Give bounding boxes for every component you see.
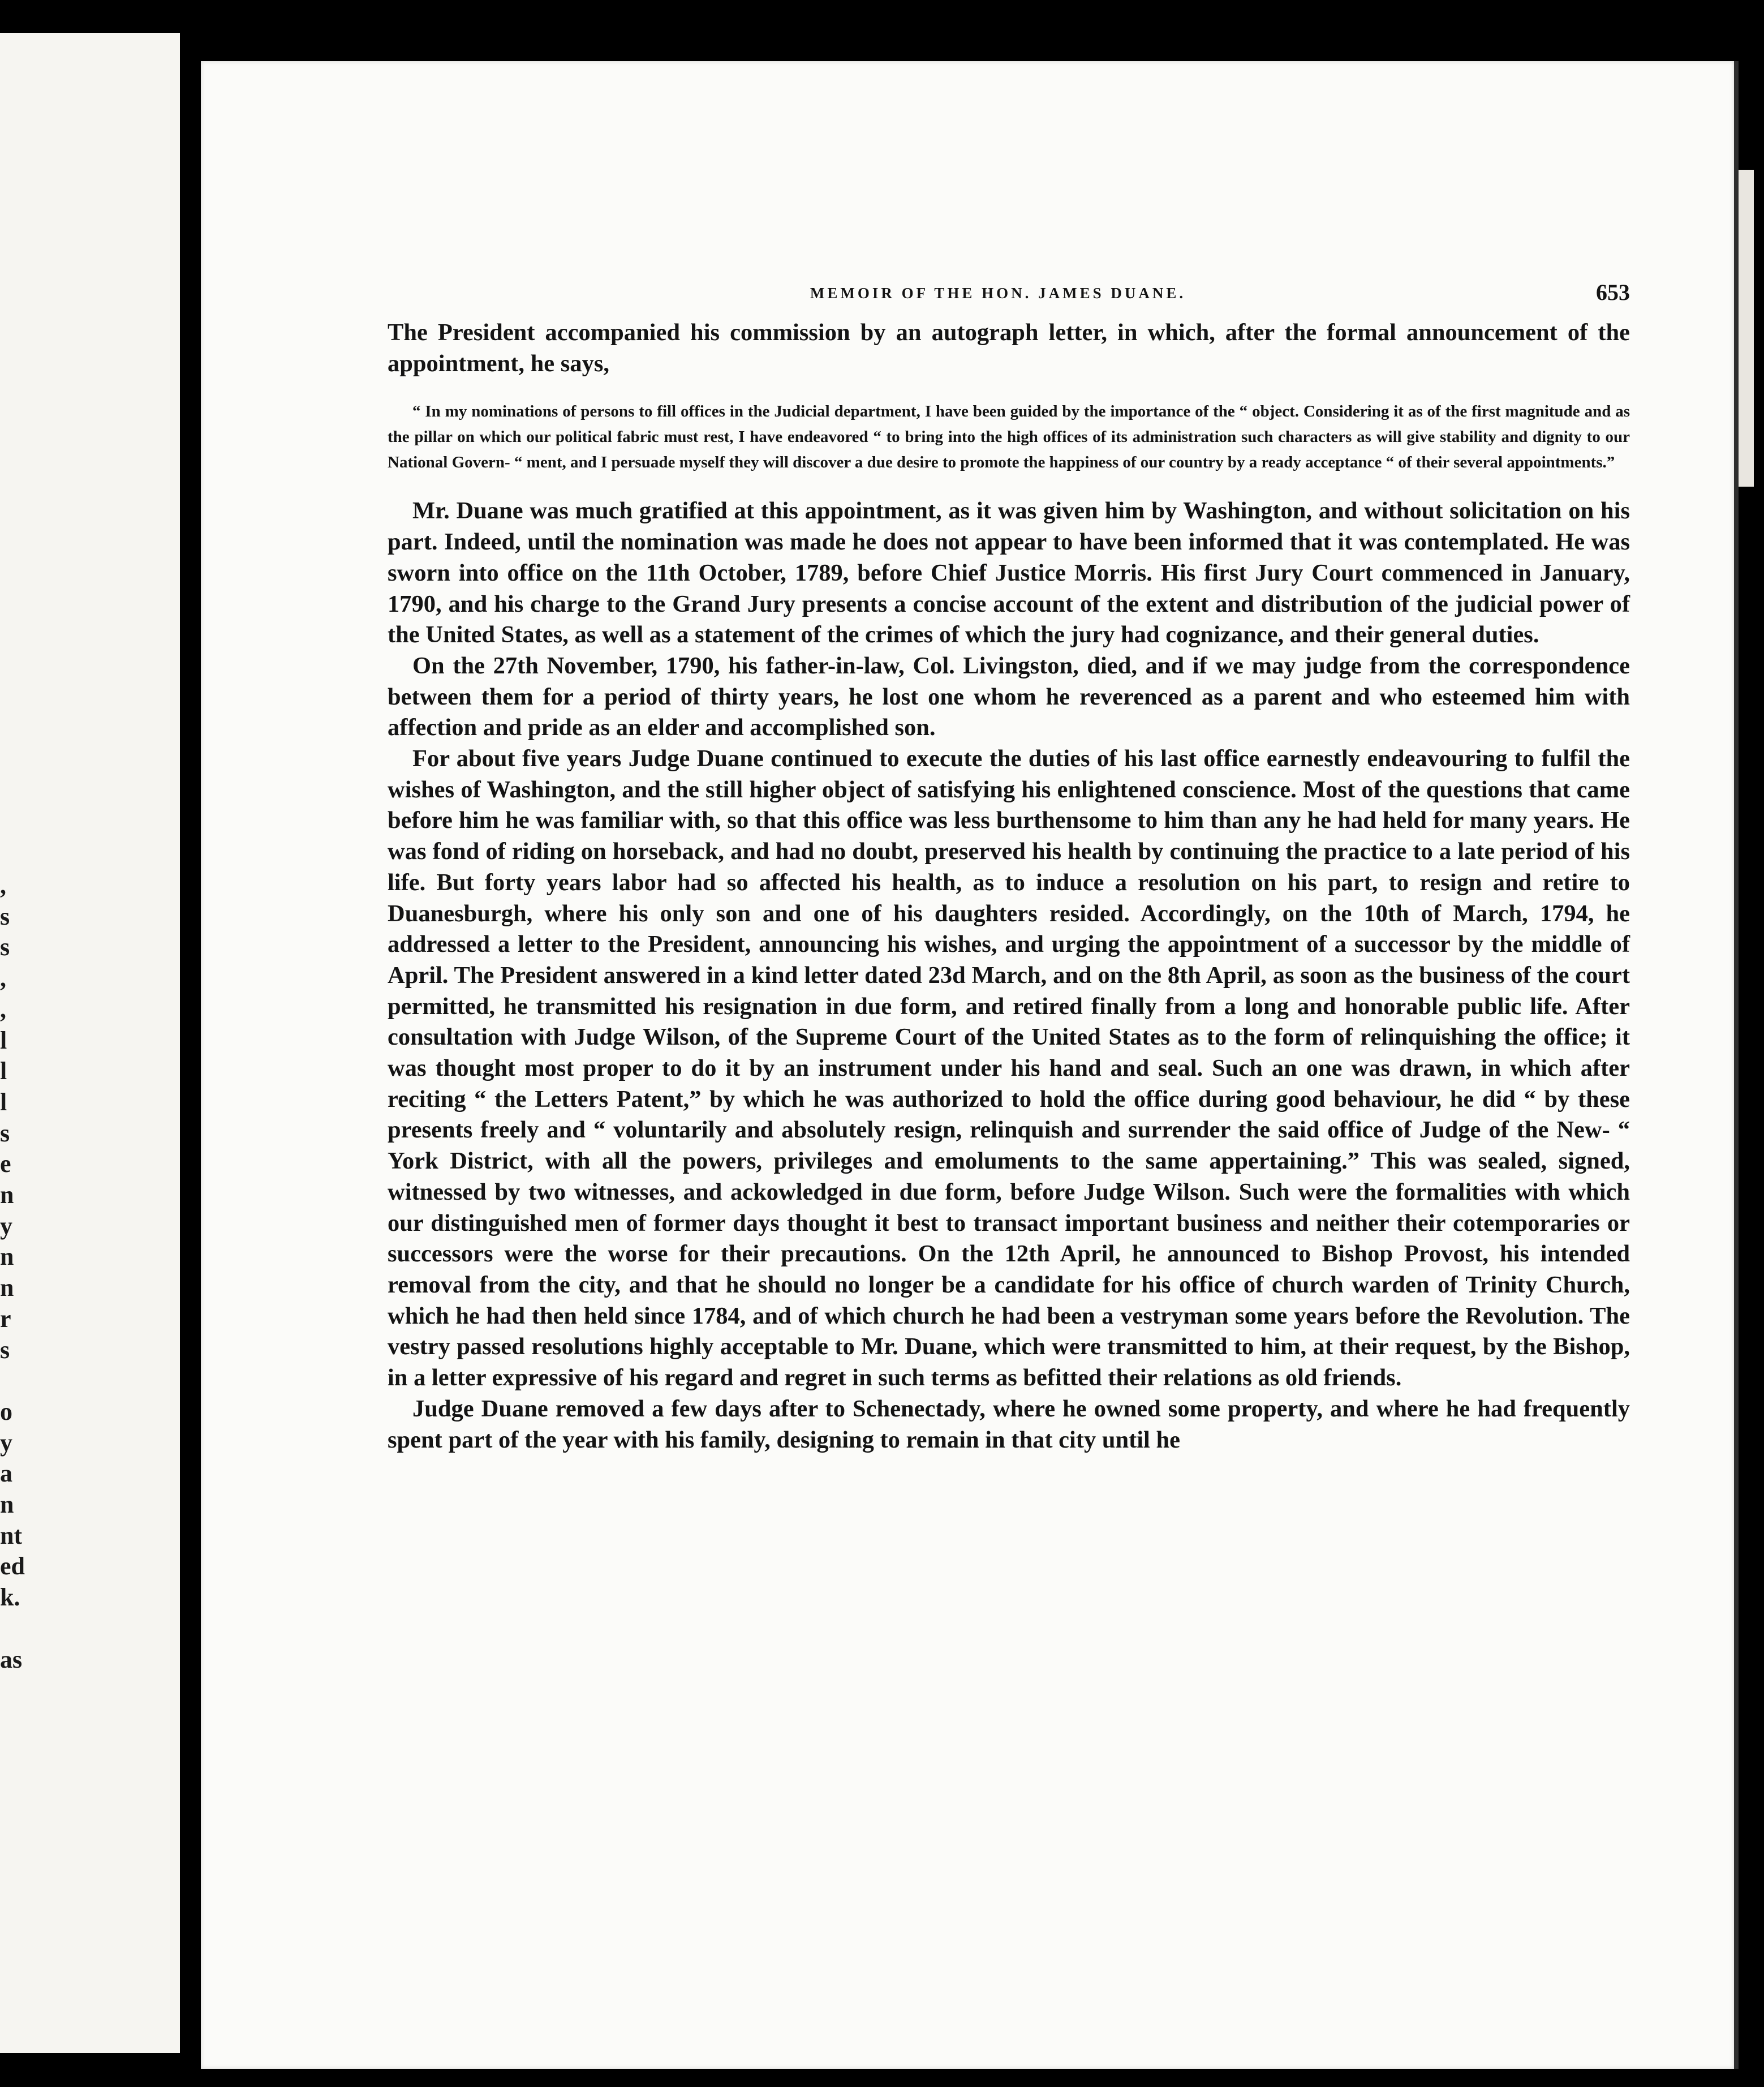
running-head: MEMOIR OF THE HON. JAMES DUANE. [810,285,1186,302]
fragment: , [0,964,6,993]
fragment: y [0,1212,12,1240]
paragraph-1: The President accompanied his commission by an autograph letter, in which, after the formal announcement of the appointment, he says, [388,319,1630,377]
fragment: n [0,1491,14,1519]
fragment: l [0,1026,7,1054]
fragment: as [0,1645,23,1673]
fragment: o [0,1397,12,1425]
fragment: n [0,1181,14,1209]
paragraph-3: On the 27th November, 1790, his father-in-law, Col. Livingston, died, and if we may judge from the correspondence between them for a period of thirty years, he lost one whom he reverenced as a parent and who esteemed him with affection and pride as an elder and accomplished son. [388,652,1630,741]
fragment: y [0,1428,12,1457]
fragment: n [0,1243,14,1271]
block-quote: “ In my nominations of persons to fill offices in the Judicial department, I have been guided by the importance of the “ object. Considering it as of the first magnitude and as the pillar on which our political fabric must rest, I have endeavored “ to bring into the high offices of its administration such characters as will give stability and dignity to our National Govern- “ ment, and I persuade myself they will discover a due desire to promote the happiness of our country by a ready acceptance “ of their several appointments.” [388,402,1630,472]
fragment: , [0,995,6,1023]
fragment: r [0,1304,11,1333]
page-number: 653 [1596,280,1630,305]
fragment [0,1613,34,1644]
fragment: k. [0,1583,20,1612]
fragment: s [0,1335,10,1364]
fragment: l [0,1088,7,1116]
paragraph-5: Judge Duane removed a few days after to Schenectady, where he owned some property, and where he had frequently spent part of the year with his family, designing to remain in that city until he [388,1395,1630,1453]
fragment: ed [0,1552,25,1581]
body-text [388,317,1630,1455]
fragment: l [0,1057,7,1085]
paragraph-2: Mr. Duane was much gratified at this appointment, as it was given him by Washington, and without solicitation on his part. Indeed, until the nomination was made he does not appear to have been informed that it was contemplated. He was sworn into office on the 11th October, 1789, before Chief Justice Morris. His first Jury Court commenced in January, 1790, and his charge to the Grand Jury presents a concise account of the extent and distribution of the judicial power of the United States, as well as a statement of the crimes of which the jury had cognizance, and their general duties. [388,497,1630,649]
fragment: s [0,902,10,930]
book-page [201,61,1739,2069]
facing-page [0,33,180,2053]
facing-page-text-fragments [0,870,34,1675]
fragment: s [0,933,10,961]
fragment: e [0,1150,11,1178]
fragment: , [0,871,6,899]
fragment: s [0,1119,10,1147]
paragraph-4: For about five years Judge Duane continued to execute the duties of his last office earnestly endeavouring to fulfil the wishes of Washington, and the still higher object of satisfying his enlightened conscience. Most of the questions that came before him he was familiar with, so that this office was less burthensome to him than any he had held for many years. He was fond of riding on horseback, and had no doubt, preserved his health by continuing the practice to a late period of his life. But forty years labor had so affected his health, as to induce a resolution on his part, to resign and retire to Duanesburgh, where his only son and one of his daughters resided. Accordingly, on the 10th of March, 1794, he addressed a letter to the President, announcing his wishes, and urging the appointment of a successor by the middle of April. The President answered in a kind letter dated 23d March, and on the 8th April, as soon as the business of the court permitted, he transmitted his resignation in due form, and retired finally from a long and honorable public life. After consultation with Judge Wilson, of the Supreme Court of the United States as to the form of relinquishing the office; it was thought most proper to do it by an instrument under his hand and seal. Such an one was drawn, in which after reciting “ the Letters Patent,” by which he was authorized to hold the office during good behaviour, he did “ by these presents freely and “ voluntarily and absolutely resign, relinquish and surrender the said office of Judge of the New- “ York District, with all the powers, privileges and emoluments to the same appertaining.” This was sealed, signed, witnessed by two witnesses, and ackowledged in due form, before Judge Wilson. Such were the formalities with which our distinguished men of former days thought it best to transact important business and neither their cotemporaries or successors were the worse for their precautions. On the 12th April, he announced to Bishop Provost, his intended removal from the city, and that he should no longer be a candidate for his office of church warden of Trinity Church, which he had then held since 1784, and of which church he had been a vestryman some years before the Revolution. The vestry passed resolutions highly acceptable to Mr. Duane, which were transmitted to him, at their request, by the Bishop, in a letter expressive of his regard and regret in such terms as befitted their relations as old friends. [388,745,1630,1392]
fragment [0,1365,34,1397]
fragment: n [0,1274,14,1302]
fragment: nt [0,1521,23,1549]
fragment: a [0,1459,12,1488]
